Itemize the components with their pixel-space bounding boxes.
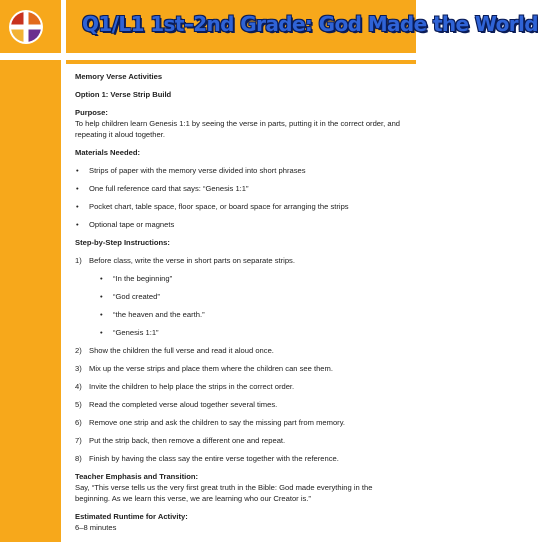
- step-item: [75, 381, 409, 392]
- step-text: Remove one strip and ask the children to say the missing part from memory.: [89, 418, 346, 427]
- step-number: 8): [75, 454, 82, 463]
- left-band: [0, 0, 61, 542]
- step-number: 6): [75, 418, 82, 427]
- step-number: 3): [75, 364, 82, 373]
- step-item: [75, 435, 409, 446]
- runtime-label: Estimated Runtime for Activity:: [75, 512, 188, 521]
- verse-part: • “Genesis 1:1”: [89, 327, 409, 338]
- steps-label: Step-by-Step Instructions:: [75, 238, 170, 247]
- verse-part: • “the heaven and the earth.”: [89, 309, 409, 320]
- teacher-text: Say, “This verse tells us the very first great truth in the Bible: God made everything in the beginning. As we learn this verse, we are learning who our Creator is.”: [75, 483, 373, 503]
- step-item: [75, 453, 409, 464]
- material-item: • Pocket chart, table space, floor space, or board space for arranging the strips: [75, 201, 409, 212]
- step-text: Put the strip back, then remove a different one and repeat.: [89, 436, 286, 445]
- verse-parts-list: [89, 273, 409, 338]
- step-text: Read the completed verse aloud together several times.: [89, 400, 278, 409]
- step-number: 4): [75, 382, 82, 391]
- step-item: [75, 399, 409, 410]
- purpose-text: To help children learn Genesis 1:1 by seeing the verse in parts, putting it in the correct order, and repeating it aloud together.: [75, 119, 401, 139]
- step-number: 5): [75, 400, 82, 409]
- document-body: [75, 71, 409, 533]
- materials-label: Materials Needed:: [75, 148, 140, 157]
- material-item: • Strips of paper with the memory verse divided into short phrases: [75, 165, 409, 176]
- material-item: • One full reference card that says: “Genesis 1:1”: [75, 183, 409, 194]
- step-text: Show the children the full verse and read it aloud once.: [89, 346, 274, 355]
- verse-part: • “In the beginning”: [89, 273, 409, 284]
- step-text: Mix up the verse strips and place them where the children can see them.: [89, 364, 333, 373]
- step-item: [75, 345, 409, 356]
- step-item: [75, 363, 409, 374]
- materials-list: [75, 165, 409, 230]
- step-number: 2): [75, 346, 82, 355]
- step-number: 1): [75, 256, 82, 265]
- cross-logo-icon: [8, 9, 44, 45]
- step-item: [75, 255, 409, 338]
- step-text: Invite the children to help place the strips in the correct order.: [89, 382, 295, 391]
- purpose-label: Purpose:: [75, 108, 108, 117]
- step-text: Finish by having the class say the entire verse together with the reference.: [89, 454, 339, 463]
- page-title: Q1/L1 1st–2nd Grade: God Made the World: [82, 12, 538, 36]
- step-text: Before class, write the verse in short parts on separate strips.: [89, 256, 295, 265]
- teacher-label: Teacher Emphasis and Transition:: [75, 472, 199, 481]
- option-heading: Option 1: Verse Strip Build: [75, 90, 172, 99]
- steps-list: [75, 255, 409, 464]
- step-item: [75, 417, 409, 428]
- step-number: 7): [75, 436, 82, 445]
- section-heading: Memory Verse Activities: [75, 72, 163, 81]
- verse-part: • “God created”: [89, 291, 409, 302]
- cross-stripe-vertical: [61, 0, 66, 542]
- material-item: • Optional tape or magnets: [75, 219, 409, 230]
- runtime-text: 6–8 minutes: [75, 523, 117, 532]
